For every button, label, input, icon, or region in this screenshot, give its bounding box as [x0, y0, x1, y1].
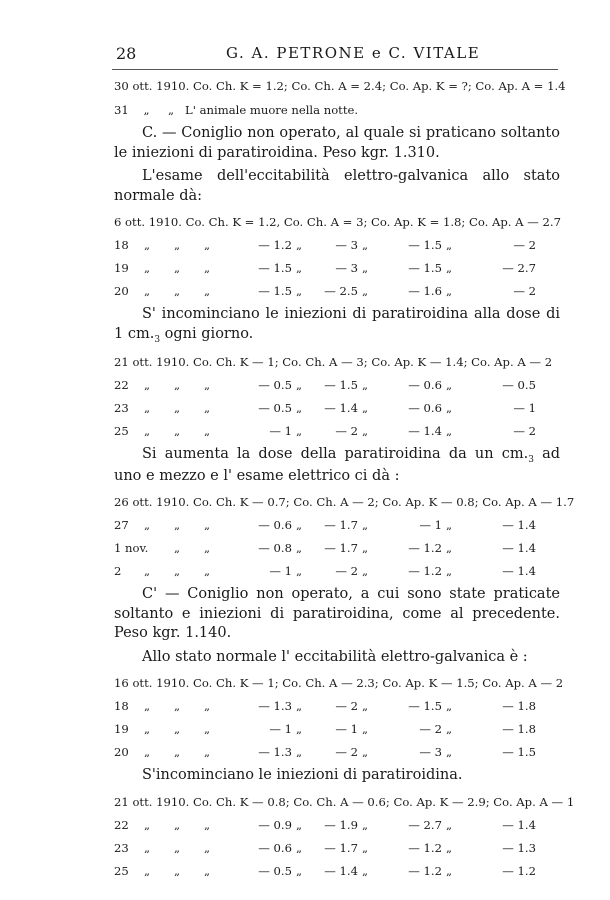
ditto-mark: „: [174, 284, 181, 298]
ditto-mark: „: [362, 863, 369, 878]
text: ad uno e mezzo e l' esame elettrico ci dà :: [114, 446, 561, 484]
cell-value: — 1.4: [502, 564, 536, 578]
paragraph-c-prime-start: S'incominciano le iniezioni di paratiroidina.: [142, 767, 463, 783]
cell-value: — 1: [513, 401, 536, 415]
ditto-mark: „: [446, 817, 453, 832]
ditto-mark: „: [296, 518, 303, 532]
ditto: „: [167, 103, 174, 117]
ditto-mark: „: [446, 722, 453, 736]
ditto-mark: „: [296, 401, 303, 415]
ditto-mark: „: [204, 518, 211, 532]
ditto-mark: „: [174, 840, 181, 855]
ditto-mark: „: [362, 424, 369, 438]
ditto-mark: „: [362, 541, 369, 555]
cell-value: — 2: [513, 424, 536, 438]
table-row: [114, 860, 560, 883]
cell-value: — 2: [335, 424, 358, 438]
text: Si aumenta la dose della paratiroidina da un cm.: [142, 446, 529, 462]
row-day: 20: [114, 284, 129, 298]
ditto-mark: „: [174, 699, 181, 713]
ditto-mark: „: [174, 564, 181, 578]
row-day: 25: [114, 424, 129, 438]
cell-value: — 1.5: [408, 261, 442, 275]
ditto-mark: „: [174, 817, 181, 832]
cell-value: — 3: [419, 745, 442, 759]
cell-value: — 2: [513, 238, 536, 252]
ditto-mark: „: [144, 284, 151, 298]
ditto-mark: „: [174, 518, 181, 532]
table-first-line: 21 ott. 1910. Co. Ch. K — 0.8; Co. Ch. A — 0.6; Co. Ap. K — 2.9; Co. Ap. A — 1: [114, 794, 575, 809]
row-day: 23: [114, 840, 129, 855]
paragraph-c-increase: [114, 445, 560, 486]
cell-value: — 0.5: [258, 378, 292, 392]
ditto-mark: „: [296, 817, 303, 832]
ditto-mark: „: [446, 238, 453, 252]
ditto-mark: „: [204, 699, 211, 713]
ditto-mark: „: [144, 564, 151, 578]
measurement-table: [114, 234, 560, 303]
table-row: [114, 537, 560, 560]
ditto-mark: „: [174, 541, 181, 555]
ditto-mark: „: [446, 840, 453, 855]
row-day: 20: [114, 745, 129, 759]
ditto-mark: „: [296, 261, 303, 275]
cell-value: — 1.8: [502, 699, 536, 713]
ditto-mark: „: [174, 261, 181, 275]
ditto-mark: „: [296, 284, 303, 298]
cell-value: — 1: [419, 518, 442, 532]
cell-value: — 1.2: [258, 238, 292, 252]
cell-value: — 0.9: [258, 817, 292, 832]
measurement-table: [114, 814, 560, 883]
text: S' incominciano le iniezioni di paratiroidina alla dose di 1 cm.: [114, 306, 560, 342]
cell-value: — 0.5: [502, 378, 536, 392]
measurement-table: [114, 514, 560, 583]
row-day: 1 nov.: [114, 541, 149, 555]
table-row: [114, 560, 560, 583]
cell-value: — 1.4: [324, 863, 358, 878]
cell-value: — 1.7: [324, 518, 358, 532]
cell-value: — 1.8: [502, 722, 536, 736]
cell-value: — 1.6: [408, 284, 442, 298]
cell-value: — 1.4: [502, 541, 536, 555]
ditto-mark: „: [296, 863, 303, 878]
ditto-mark: „: [204, 863, 211, 878]
row-day: 19: [114, 722, 129, 736]
row-day: 18: [114, 238, 129, 252]
ditto-mark: „: [446, 518, 453, 532]
ditto-mark: „: [296, 541, 303, 555]
note-text: L' animale muore nella notte.: [185, 103, 359, 117]
cell-value: — 1.7: [324, 541, 358, 555]
ditto-mark: „: [144, 745, 151, 759]
ditto-mark: „: [446, 564, 453, 578]
cell-value: — 2.7: [408, 817, 442, 832]
running-head: G. A. PETRONE e C. VITALE: [226, 44, 481, 62]
ditto-mark: „: [204, 722, 211, 736]
ditto-mark: „: [174, 424, 181, 438]
ditto-mark: „: [362, 699, 369, 713]
ditto-mark: „: [296, 378, 303, 392]
ditto-mark: „: [204, 401, 211, 415]
ditto-mark: „: [446, 261, 453, 275]
cell-value: — 0.6: [408, 401, 442, 415]
cell-value: — 1.3: [502, 840, 536, 855]
ditto-mark: „: [296, 722, 303, 736]
cell-value: — 1.4: [502, 817, 536, 832]
table-row: [114, 814, 560, 837]
table-row: [114, 420, 560, 443]
cell-value: — 0.5: [258, 863, 292, 878]
ditto-mark: „: [296, 424, 303, 438]
cell-value: — 2.5: [324, 284, 358, 298]
page-body: [114, 74, 575, 883]
ditto-mark: „: [204, 817, 211, 832]
ditto-mark: „: [296, 238, 303, 252]
table-first-line: 16 ott. 1910. Co. Ch. K — 1; Co. Ch. A — 2.3; Co. Ap. K — 1.5; Co. Ap. A — 2: [114, 676, 564, 690]
ditto-mark: „: [144, 817, 151, 832]
ditto-mark: „: [174, 401, 181, 415]
ditto-mark: „: [174, 378, 181, 392]
paragraph-c-prime: C' — Coniglio non operato, a cui sono state praticate soltanto e iniezioni di paratiroidina, come al precedente. Peso kgr. 1.140.: [114, 586, 560, 641]
ditto-mark: „: [296, 840, 303, 855]
ditto-mark: „: [362, 261, 369, 275]
cell-value: — 0.8: [258, 541, 292, 555]
cell-value: — 1.5: [324, 378, 358, 392]
cell-value: — 1.4: [408, 424, 442, 438]
ditto-mark: „: [446, 541, 453, 555]
row-day: 18: [114, 699, 129, 713]
ditto-mark: „: [362, 722, 369, 736]
ditto-mark: „: [144, 238, 151, 252]
table-row: [114, 741, 560, 764]
ditto-mark: „: [174, 238, 181, 252]
cell-value: — 1.5: [502, 745, 536, 759]
ditto-mark: „: [204, 541, 211, 555]
cell-value: — 1.3: [258, 745, 292, 759]
cell-value: — 0.6: [408, 378, 442, 392]
cell-value: — 1: [269, 564, 292, 578]
ditto-mark: „: [362, 817, 369, 832]
cell-value: — 2: [335, 699, 358, 713]
data-line: 30 ott. 1910. Co. Ch. K = 1.2; Co. Ch. A = 2.4; Co. Ap. K = ?; Co. Ap. A = 1.4: [114, 79, 566, 93]
ditto-mark: „: [204, 261, 211, 275]
ditto-mark: „: [144, 518, 151, 532]
ditto-mark: „: [144, 840, 151, 855]
ditto-mark: „: [174, 863, 181, 878]
cell-value: — 1.2: [408, 863, 442, 878]
text: ogni giorno.: [164, 325, 254, 342]
cell-value: — 1.2: [502, 863, 536, 878]
page-header: [110, 44, 560, 66]
ditto-mark: „: [362, 518, 369, 532]
ditto-mark: „: [362, 840, 369, 855]
cell-value: — 3: [335, 261, 358, 275]
ditto-mark: „: [446, 745, 453, 759]
paragraph-c: C. — Coniglio non operato, al quale si praticano soltanto le iniezioni di paratiroidina. Peso kgr. 1.310.: [114, 125, 560, 161]
cell-value: — 2: [513, 284, 536, 298]
ditto-mark: „: [144, 863, 151, 878]
ditto-mark: „: [144, 378, 151, 392]
cell-value: — 1.5: [408, 699, 442, 713]
ditto-mark: „: [446, 401, 453, 415]
day: 31: [114, 103, 129, 117]
ditto: „: [143, 103, 150, 117]
table-first-line: 21 ott. 1910. Co. Ch. K — 1; Co. Ch. A — 3; Co. Ap. K — 1.4; Co. Ap. A — 2: [114, 355, 553, 369]
cell-value: — 1.7: [324, 840, 358, 855]
cell-value: — 3: [335, 238, 358, 252]
table-row: [114, 280, 560, 303]
ditto-mark: „: [204, 424, 211, 438]
ditto-mark: „: [204, 840, 211, 855]
table-row: [114, 397, 560, 420]
cell-value: — 1: [335, 722, 358, 736]
ditto-mark: „: [362, 401, 369, 415]
ditto-mark: „: [446, 699, 453, 713]
ditto-mark: „: [362, 378, 369, 392]
ditto-mark: „: [174, 745, 181, 759]
cell-value: — 1.3: [258, 699, 292, 713]
death-note-line: [114, 98, 560, 122]
ditto-mark: „: [362, 284, 369, 298]
ditto-mark: „: [362, 564, 369, 578]
ditto-mark: „: [296, 699, 303, 713]
cell-value: — 1.5: [258, 261, 292, 275]
cell-value: — 1.2: [408, 840, 442, 855]
cell-value: — 0.6: [258, 840, 292, 855]
cell-value: — 2: [335, 745, 358, 759]
cell-value: — 1.2: [408, 541, 442, 555]
row-day: 2: [114, 564, 122, 578]
table-row: [114, 837, 560, 860]
cell-value: — 0.6: [258, 518, 292, 532]
ditto-mark: „: [204, 238, 211, 252]
paragraph-c-start: [114, 305, 560, 346]
ditto-mark: „: [144, 722, 151, 736]
paragraph-c-exam: L'esame dell'eccitabilità elettro-galvanica allo stato normale dà:: [114, 168, 560, 204]
cell-value: — 1.2: [408, 564, 442, 578]
cell-value: — 1.9: [324, 817, 358, 832]
cell-value: — 2: [419, 722, 442, 736]
row-day: 19: [114, 261, 129, 275]
cell-value: — 1.4: [502, 518, 536, 532]
ditto-mark: „: [446, 378, 453, 392]
table-first-line: 6 ott. 1910. Co. Ch. K = 1.2, Co. Ch. A = 3; Co. Ap. K = 1.8; Co. Ap. A — 2.7: [114, 215, 561, 229]
cell-value: — 1: [269, 722, 292, 736]
row-day: 27: [114, 518, 129, 532]
cell-value: [144, 537, 174, 560]
table-row: [114, 257, 560, 280]
row-day: 25: [114, 863, 129, 878]
ditto-mark: „: [296, 564, 303, 578]
ditto-mark: „: [446, 424, 453, 438]
ditto-mark: „: [144, 261, 151, 275]
ditto-mark: „: [296, 745, 303, 759]
header-rule: [112, 69, 558, 70]
cell-value: — 1.5: [408, 238, 442, 252]
table-row: [114, 234, 560, 257]
cell-value: — 0.5: [258, 401, 292, 415]
subscript: 3: [154, 334, 161, 345]
ditto-mark: „: [204, 284, 211, 298]
row-day: 23: [114, 401, 129, 415]
ditto-mark: „: [204, 745, 211, 759]
row-day: 22: [114, 817, 129, 832]
cell-value: — 1.5: [258, 284, 292, 298]
ditto-mark: „: [204, 378, 211, 392]
table-first-line: 26 ott. 1910. Co. Ch. K — 0.7; Co. Ch. A — 2; Co. Ap. K — 0.8; Co. Ap. A — 1.7: [114, 495, 575, 509]
paragraph-c-prime-exam: Allo stato normale l' eccitabilità elettro-galvanica è :: [142, 648, 528, 665]
ditto-mark: „: [446, 863, 453, 878]
measurement-table: [114, 374, 560, 443]
cell-value: — 2.7: [502, 261, 536, 275]
cell-value: — 2: [335, 564, 358, 578]
ditto-mark: „: [204, 564, 211, 578]
cell-value: — 1.4: [324, 401, 358, 415]
ditto-mark: „: [446, 284, 453, 298]
row-day: 22: [114, 378, 129, 392]
ditto-mark: „: [144, 401, 151, 415]
ditto-mark: „: [174, 722, 181, 736]
ditto-mark: „: [144, 424, 151, 438]
table-row: [114, 374, 560, 397]
ditto-mark: „: [362, 238, 369, 252]
cell-value: — 1: [269, 424, 292, 438]
subscript: 3: [528, 455, 534, 465]
table-row: [114, 514, 560, 537]
table-row: [114, 695, 560, 718]
table-row: [114, 718, 560, 741]
ditto-mark: „: [144, 699, 151, 713]
measurement-table: [114, 695, 560, 764]
page-number: 28: [116, 44, 137, 63]
ditto-mark: „: [362, 745, 369, 759]
